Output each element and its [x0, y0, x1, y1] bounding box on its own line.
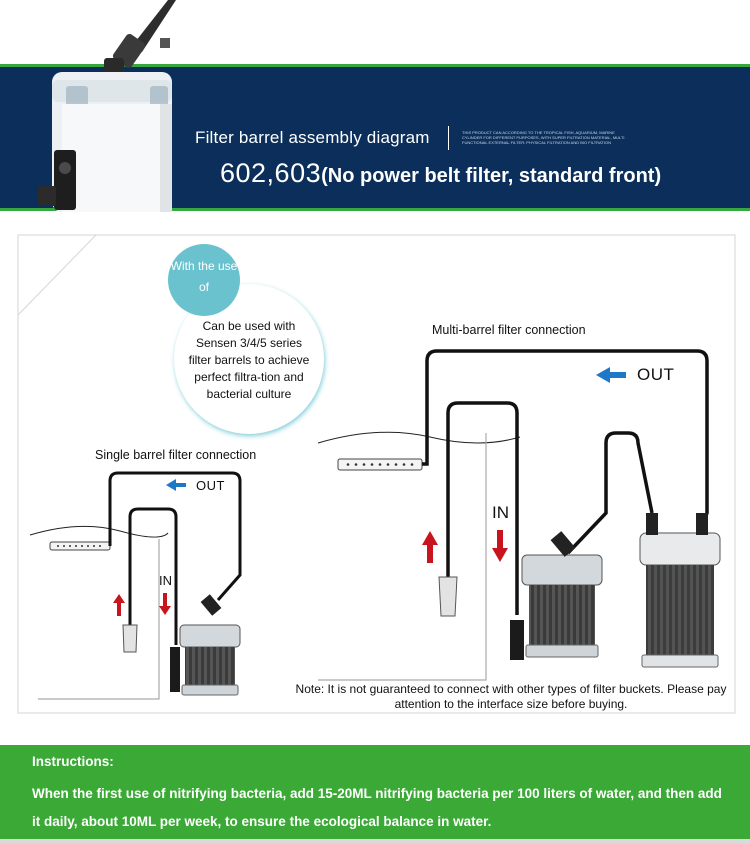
out-arrow-big: [596, 367, 626, 383]
canister-image: [38, 72, 172, 212]
callout-badge: With the use of: [168, 244, 240, 316]
in-label-small: IN: [159, 573, 172, 588]
strainer-big: [439, 577, 457, 616]
diagram-panel: [0, 215, 750, 755]
outlet-pipe-image: [104, 0, 176, 76]
multi-barrel-diagram: [318, 351, 720, 680]
compatibility-note: Note: It is not guaranteed to connect with other types of filter buckets. Please pay attention to the interface size before buying.: [295, 682, 727, 711]
in-arrow-down-small: [159, 593, 171, 615]
filter-canister-b: [640, 513, 720, 667]
single-barrel-diagram: [30, 473, 240, 699]
water-line-small: [30, 526, 168, 537]
in-arrow-down-big: [492, 530, 508, 562]
model-line: [220, 158, 661, 189]
product-photo: [0, 0, 200, 215]
callout-text: Can be used with Sensen 3/4/5 series filter barrels to achieve perfect filtra-tion and bacterial culture: [188, 319, 310, 401]
in-label-big: IN: [492, 503, 509, 522]
panel-border: [18, 235, 96, 315]
model-description: (No power belt filter, standard front): [321, 165, 662, 187]
filter-canister-small: [170, 594, 240, 695]
filter-canister-a: [510, 531, 602, 660]
banner-fine-print: THIS PRODUCT CAN ACCORDING TO THE TROPICAL FISH, AQUARIUM, MARINE CYLINDER FOR DIFFERENT PURPOSES, WITH SUPER FILTRATION MATERIAL, MULTI FUNCTIONAL EXTERNAL FILTER: PHYSICAL FILTRATION AND BIO FILTRATION: [462, 130, 625, 145]
banner-divider: [448, 126, 449, 150]
instructions-title: Instructions:: [32, 754, 114, 769]
single-barrel-label: Single barrel filter connection: [95, 448, 257, 462]
in-arrow-up-small: [113, 594, 125, 616]
multi-barrel-label: Multi-barrel filter connection: [432, 323, 586, 337]
instructions-section: [0, 745, 750, 844]
out-arrow-small: [166, 479, 186, 491]
tank-wall-small: [38, 539, 159, 699]
strainer-small: [123, 625, 137, 652]
model-numbers: 602,603: [220, 158, 322, 188]
banner-title: Filter barrel assembly diagram: [195, 128, 430, 147]
in-arrow-up-big: [422, 531, 438, 563]
instructions-body: When the first use of nitrifying bacteria, add 15-20ML nitrifying bacteria per 100 liters of water, and then add it daily, about 10ML per week, to ensure the ecological balance in water.: [32, 786, 722, 829]
out-label-small: OUT: [196, 478, 225, 493]
out-label-big: OUT: [637, 365, 675, 384]
water-line-big: [318, 432, 520, 443]
connector-hose: [568, 433, 652, 553]
